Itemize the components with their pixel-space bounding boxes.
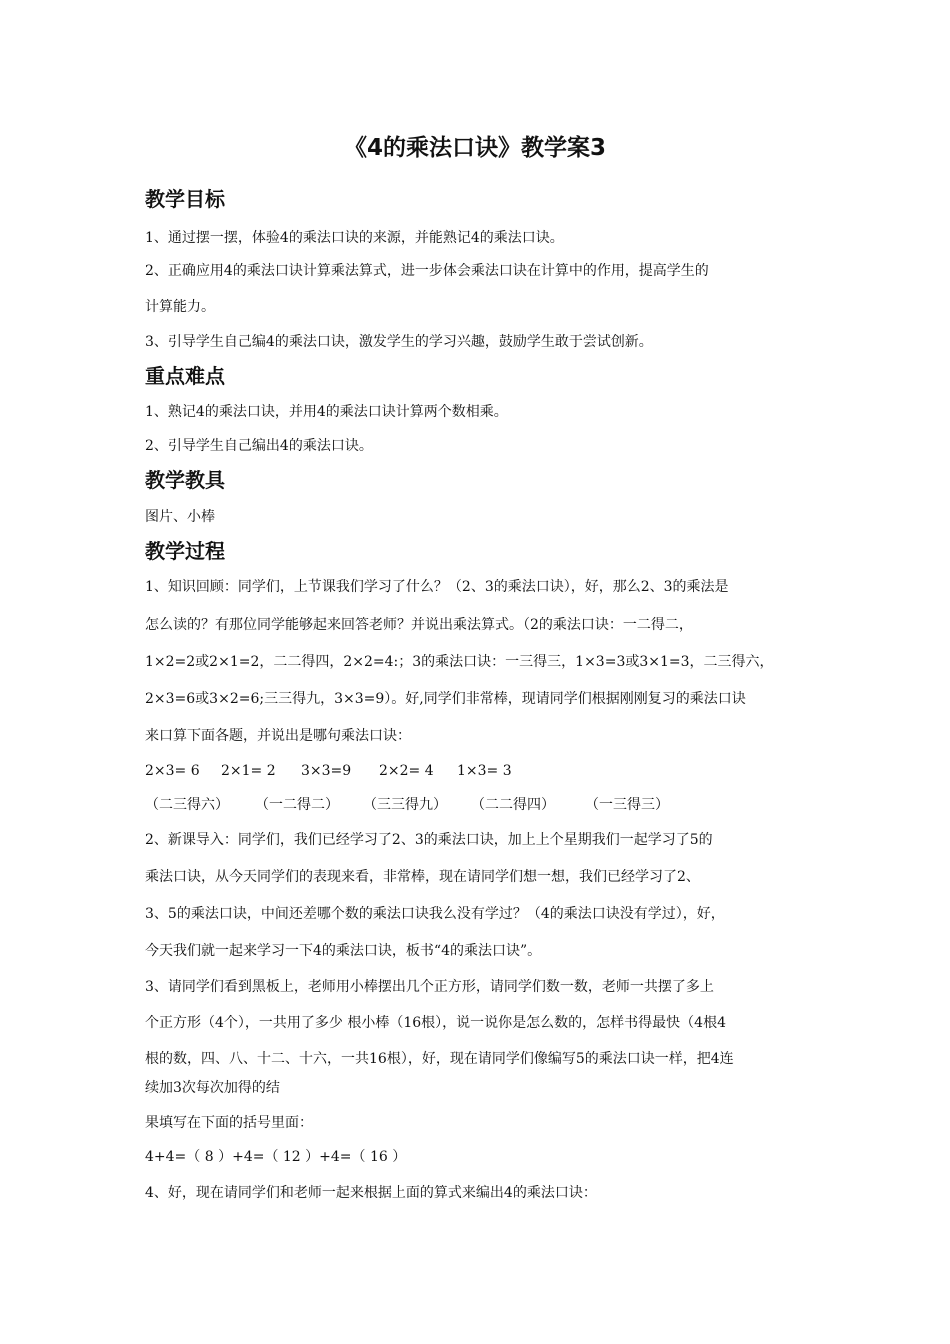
process-heading: 教学过程	[145, 539, 225, 563]
key-points-line: 2、引导学生自己编出4的乘法口诀。	[145, 438, 373, 454]
process-line: 续加3次每次加得的结	[145, 1080, 280, 1096]
equation-row	[145, 760, 512, 782]
process-line: 3、请同学们看到黑板上，老师用小棒摆出几个正方形，请同学们数一数，老师一共摆了多上	[145, 979, 714, 995]
key-points-line: 1、熟记4的乘法口诀，并用4的乘法口诀计算两个数相乘。	[145, 404, 508, 420]
page-title: 《4的乘法口诀》教学案3	[343, 135, 606, 161]
process-line: 3、5的乘法口诀，中间还差哪个数的乘法口诀我么没有学过？（4的乘法口诀没有学过），好，	[145, 906, 725, 922]
rhyme: （二三得六）	[145, 797, 229, 813]
rhyme-row	[145, 794, 669, 816]
goals-line: 1、通过摆一摆，体验4的乘法口诀的来源，并能熟记4的乘法口诀。	[145, 230, 564, 246]
equation: 1×3= 3	[457, 763, 512, 779]
goals-line: 3、引导学生自己编4的乘法口诀，激发学生的学习兴趣，鼓励学生敢于尝试创新。	[145, 334, 653, 350]
rhyme: （一三得三）	[585, 797, 669, 813]
rhyme: （二二得四）	[471, 797, 555, 813]
tools-line: 图片、小棒	[145, 509, 215, 525]
equation: 3×3=9	[301, 763, 352, 779]
process-line: 4+4=（ 8 ）+4=（ 12 ）+4=（ 16 ）	[145, 1149, 407, 1165]
process-line: 乘法口诀，从今天同学们的表现来看，非常棒，现在请同学们想一想，我们已经学习了2、	[145, 869, 700, 885]
goals-line: 2、正确应用4的乘法口诀计算乘法算式，进一步体会乘法口诀在计算中的作用，提高学生的	[145, 263, 709, 279]
process-line: 来口算下面各题，并说出是哪句乘法口诀：	[145, 728, 411, 744]
process-line: 个正方形（4个），一共用了多少 根小棒（16根），说一说你是怎么数的，怎样书得最快（4根4	[145, 1015, 726, 1031]
process-line: 1、知识回顾：同学们，上节课我们学习了什么？（2、3的乘法口诀），好，那么2、3的乘法是	[145, 579, 729, 595]
goals-line: 计算能力。	[145, 299, 215, 315]
rhyme: （三三得九）	[363, 797, 447, 813]
process-line: 2×3=6或3×2=6;三三得九，3×3=9）。好,同学们非常棒，现请同学们根据刚刚复习的乘法口诀	[145, 691, 746, 707]
equation: 2×2= 4	[379, 763, 434, 779]
process-line: 果填写在下面的括号里面：	[145, 1115, 313, 1131]
key-points-heading: 重点难点	[145, 364, 225, 388]
equation: 2×3= 6	[145, 763, 200, 779]
process-line: 怎么读的？有那位同学能够起来回答老师？并说出乘法算式。（2的乘法口诀：一二得二，	[145, 617, 693, 633]
process-line: 根的数，四、八、十二、十六，一共16根），好，现在请同学们像编写5的乘法口诀一样，把4连	[145, 1051, 734, 1067]
process-line: 1×2=2或2×1=2，二二得四，2×2=4:；3的乘法口诀：一三得三，1×3=3或3×1=3，二三得六，	[145, 654, 774, 670]
rhyme: （一二得二）	[255, 797, 339, 813]
equation: 2×1= 2	[221, 763, 276, 779]
goals-heading: 教学目标	[145, 187, 225, 211]
tools-heading: 教学教具	[145, 468, 225, 492]
process-line: 2、新课导入：同学们，我们已经学习了2、3的乘法口诀，加上上个星期我们一起学习了5的	[145, 832, 713, 848]
process-line: 今天我们就一起来学习一下4的乘法口诀，板书“4的乘法口诀”。	[145, 943, 542, 959]
process-line: 4、好，现在请同学们和老师一起来根据上面的算式来编出4的乘法口诀：	[145, 1185, 597, 1201]
